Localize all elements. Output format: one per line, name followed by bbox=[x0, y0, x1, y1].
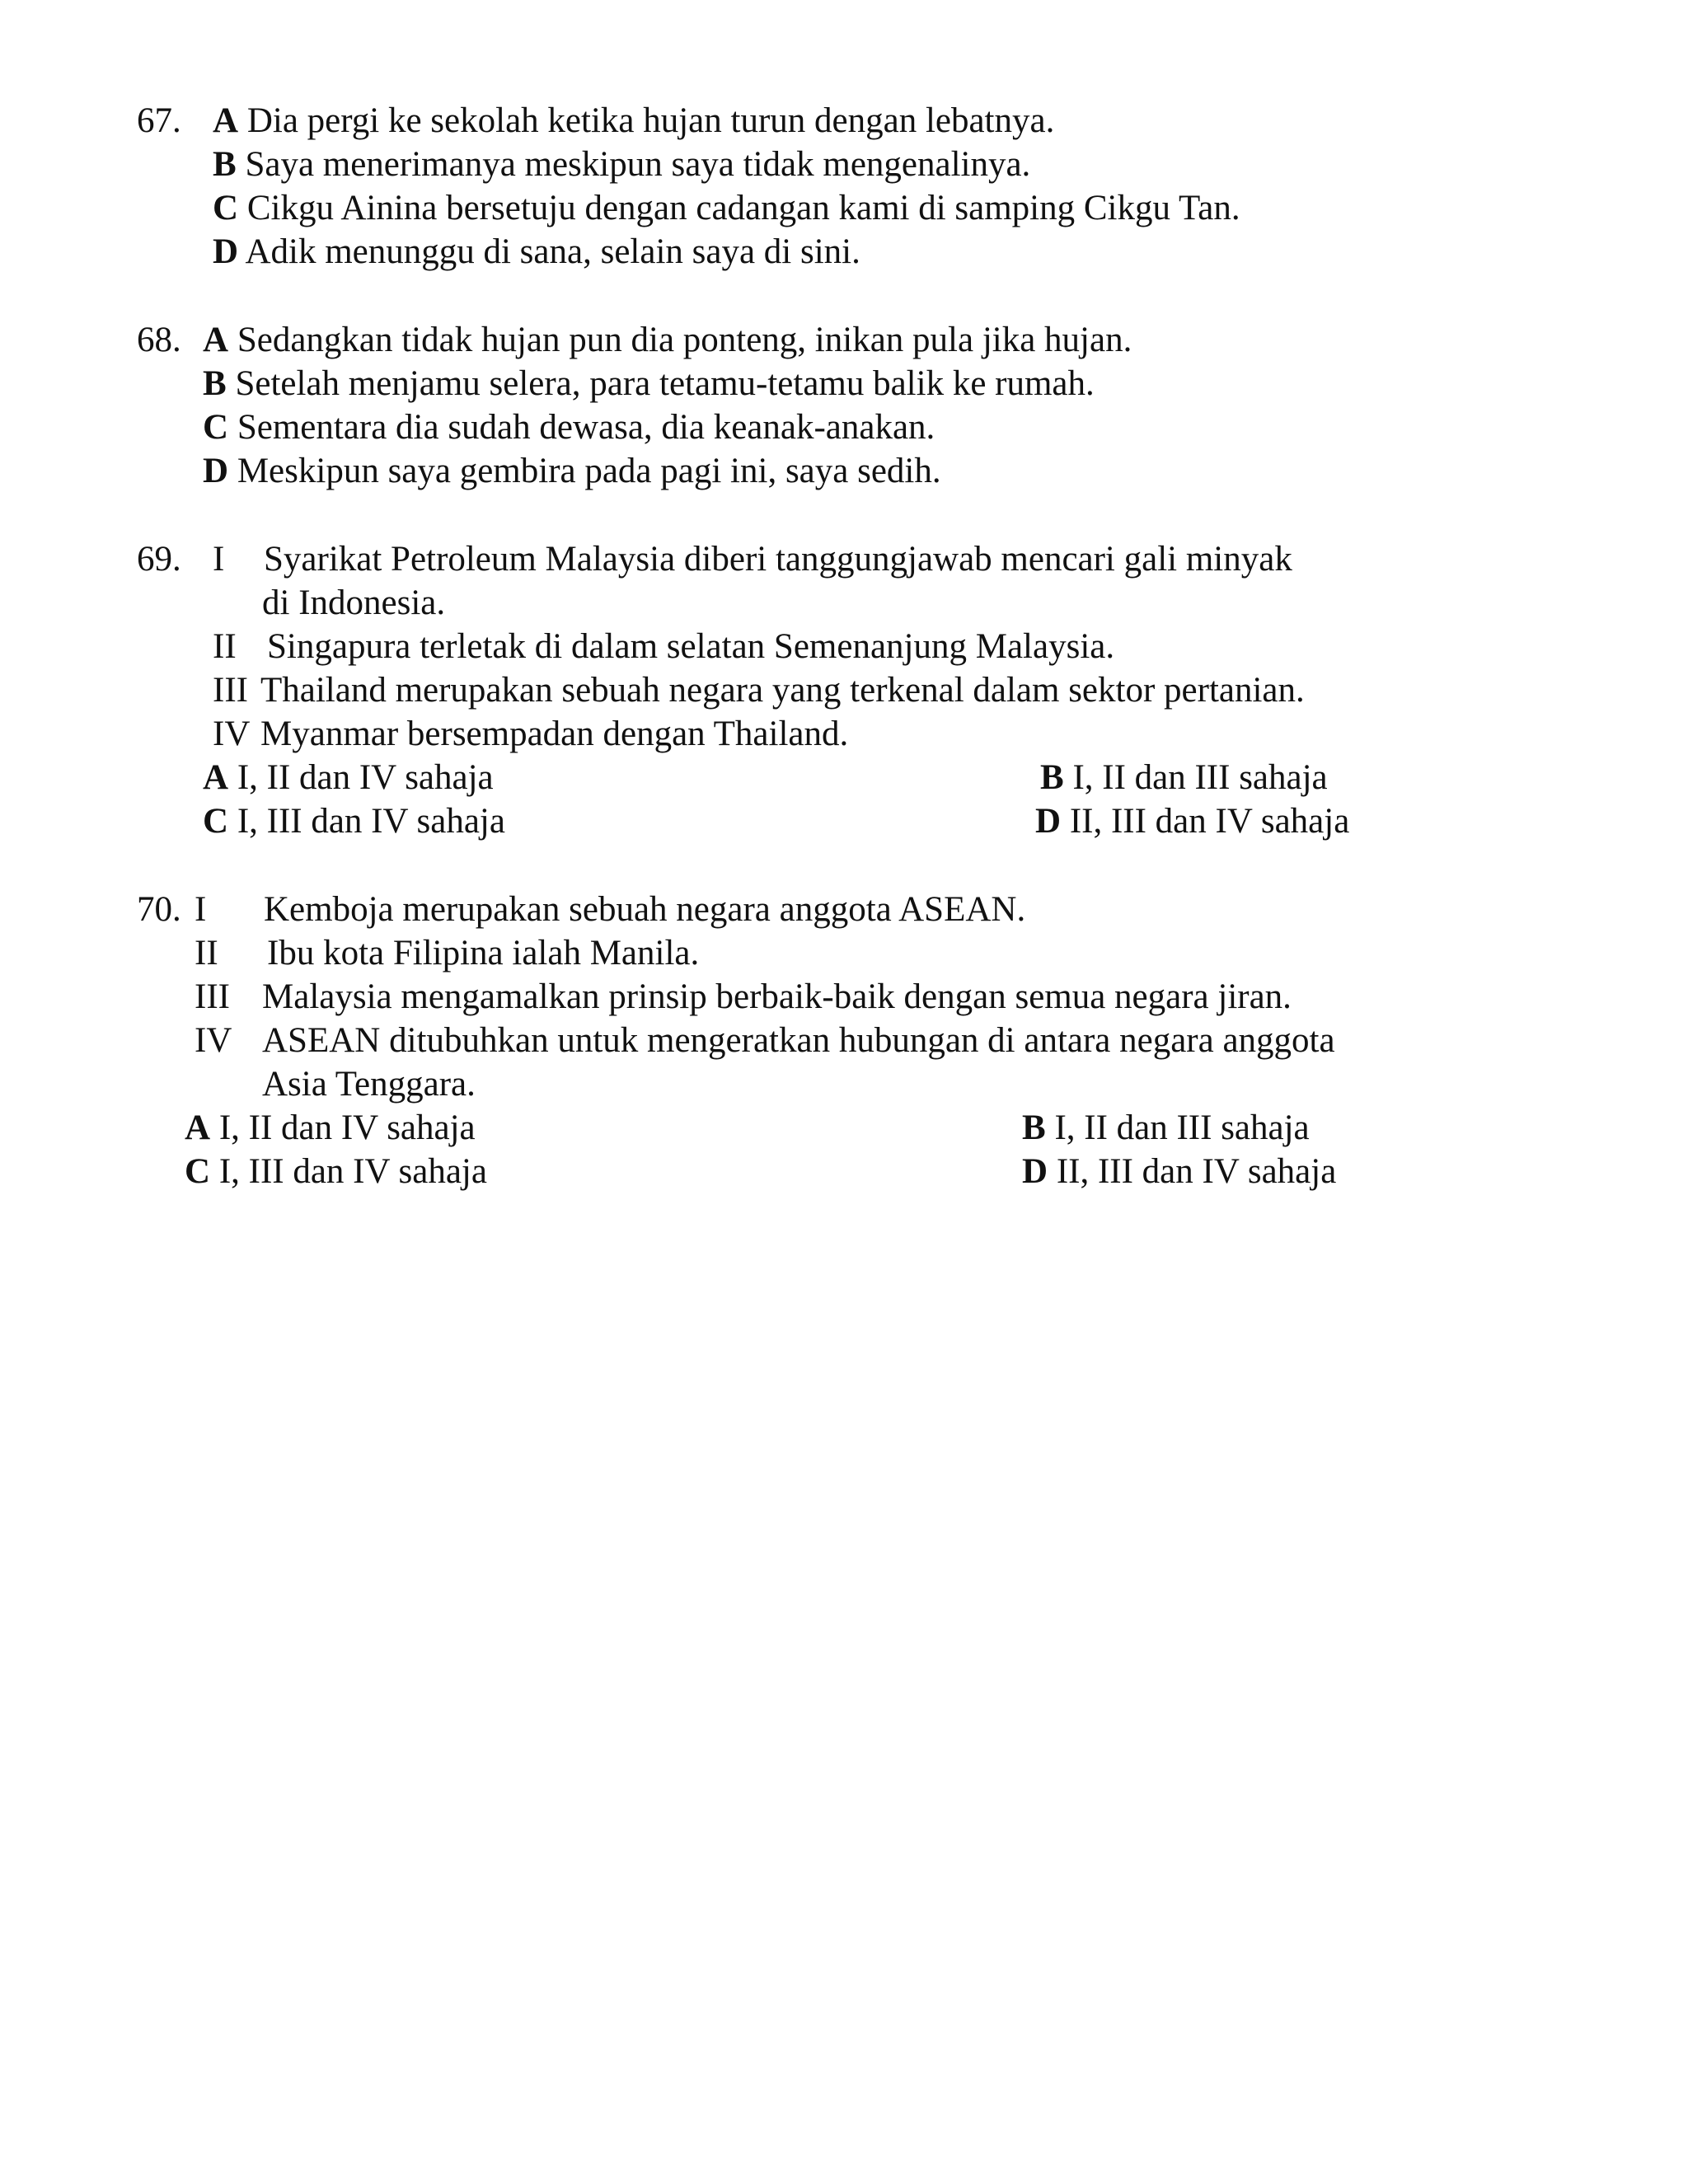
statement-text: di Indonesia. bbox=[262, 583, 446, 622]
option-text: Sementara dia sudah dewasa, dia keanak-anakan. bbox=[237, 408, 935, 447]
roman-numeral: IV bbox=[195, 1021, 232, 1060]
question-number: 68. bbox=[137, 321, 181, 359]
question-70-statement-i bbox=[137, 888, 1025, 932]
option-letter: D bbox=[1022, 1152, 1048, 1191]
question-67-option-d bbox=[213, 230, 860, 274]
option-text: I, II dan IV sahaja bbox=[237, 758, 494, 797]
option-text: Dia pergi ke sekolah ketika hujan turun dengan lebatnya. bbox=[246, 101, 1055, 140]
question-69-option-d bbox=[1035, 799, 1349, 844]
statement-text: Syarikat Petroleum Malaysia diberi tanggungjawab mencari gali minyak bbox=[264, 540, 1292, 579]
statement-text: ASEAN ditubuhkan untuk mengeratkan hubungan di antara negara anggota bbox=[262, 1021, 1335, 1060]
roman-numeral: IV bbox=[213, 715, 251, 753]
option-text: I, II dan III sahaja bbox=[1072, 758, 1328, 797]
option-letter: B bbox=[1022, 1108, 1046, 1147]
question-68-option-c bbox=[203, 405, 935, 450]
question-69-option-a bbox=[203, 756, 494, 800]
option-text: I, III dan IV sahaja bbox=[237, 802, 505, 841]
option-letter: C bbox=[185, 1152, 211, 1191]
question-70-statement-ii bbox=[195, 931, 699, 976]
option-letter: C bbox=[213, 189, 239, 227]
option-letter: D bbox=[213, 232, 239, 271]
option-text: Cikgu Ainina bersetuju dengan cadangan kami di samping Cikgu Tan. bbox=[246, 189, 1240, 227]
statement-text: Kemboja merupakan sebuah negara anggota ASEAN. bbox=[264, 890, 1026, 929]
question-70-option-b bbox=[1022, 1106, 1310, 1151]
option-text: Sedangkan tidak hujan pun dia ponteng, inikan pula jika hujan. bbox=[237, 321, 1132, 359]
question-69-option-b bbox=[1040, 756, 1328, 800]
roman-numeral: I bbox=[213, 540, 225, 579]
statement-text: Asia Tenggara. bbox=[262, 1065, 476, 1104]
option-text: II, III dan IV sahaja bbox=[1069, 802, 1350, 841]
statement-text: Malaysia mengamalkan prinsip berbaik-baik dengan semua negara jiran. bbox=[262, 977, 1292, 1016]
question-67-option-a bbox=[137, 99, 1054, 143]
option-text: I, II dan III sahaja bbox=[1054, 1108, 1310, 1147]
option-letter: B bbox=[1040, 758, 1064, 797]
roman-numeral: III bbox=[213, 671, 248, 710]
question-69-statement-iii bbox=[213, 668, 1305, 713]
question-number: 69. bbox=[137, 540, 181, 579]
option-text: Adik menunggu di sana, selain saya di sini. bbox=[245, 232, 860, 271]
question-number: 67. bbox=[137, 101, 181, 140]
question-68-option-a bbox=[137, 318, 1132, 363]
option-letter: C bbox=[203, 408, 229, 447]
option-letter: A bbox=[213, 101, 239, 140]
question-68-option-b bbox=[203, 362, 1095, 406]
question-70-statement-iii bbox=[195, 975, 1292, 1019]
option-letter: B bbox=[203, 364, 227, 403]
question-69-statement-ii bbox=[213, 625, 1114, 669]
roman-numeral: II bbox=[195, 934, 218, 972]
option-letter: B bbox=[213, 145, 237, 184]
statement-text: Myanmar bersempadan dengan Thailand. bbox=[260, 715, 849, 753]
option-text: Saya menerimanya meskipun saya tidak mengenalinya. bbox=[245, 145, 1031, 184]
option-text: Setelah menjamu selera, para tetamu-tetamu balik ke rumah. bbox=[235, 364, 1095, 403]
roman-numeral: II bbox=[213, 627, 237, 666]
statement-text: Thailand merupakan sebuah negara yang terkenal dalam sektor pertanian. bbox=[260, 671, 1305, 710]
question-70-statement-iv-continued bbox=[262, 1062, 476, 1107]
question-68-option-d bbox=[203, 449, 941, 494]
question-70-statement-iv bbox=[195, 1019, 1335, 1063]
question-70-option-c bbox=[185, 1150, 487, 1194]
option-letter: D bbox=[203, 452, 229, 490]
option-text: I, III dan IV sahaja bbox=[218, 1152, 487, 1191]
option-text: I, II dan IV sahaja bbox=[218, 1108, 476, 1147]
question-67-option-c bbox=[213, 186, 1240, 231]
option-text: II, III dan IV sahaja bbox=[1056, 1152, 1337, 1191]
option-text: Meskipun saya gembira pada pagi ini, saya sedih. bbox=[237, 452, 941, 490]
question-69-option-c bbox=[203, 799, 505, 844]
question-69-statement-i bbox=[137, 537, 1292, 582]
option-letter: A bbox=[185, 1108, 211, 1147]
question-number: 70. bbox=[137, 890, 181, 929]
option-letter: D bbox=[1035, 802, 1062, 841]
question-69-statement-iv bbox=[213, 712, 848, 757]
option-letter: A bbox=[203, 758, 229, 797]
question-69-statement-i-continued bbox=[262, 581, 445, 626]
question-70-option-d bbox=[1022, 1150, 1336, 1194]
option-letter: A bbox=[203, 321, 229, 359]
option-letter: C bbox=[203, 802, 229, 841]
statement-text: Singapura terletak di dalam selatan Semenanjung Malaysia. bbox=[267, 627, 1115, 666]
question-67-option-b bbox=[213, 143, 1030, 187]
statement-text: Ibu kota Filipina ialah Manila. bbox=[267, 934, 700, 972]
roman-numeral: I bbox=[195, 890, 207, 929]
question-70-option-a bbox=[185, 1106, 476, 1151]
roman-numeral: III bbox=[195, 977, 230, 1016]
